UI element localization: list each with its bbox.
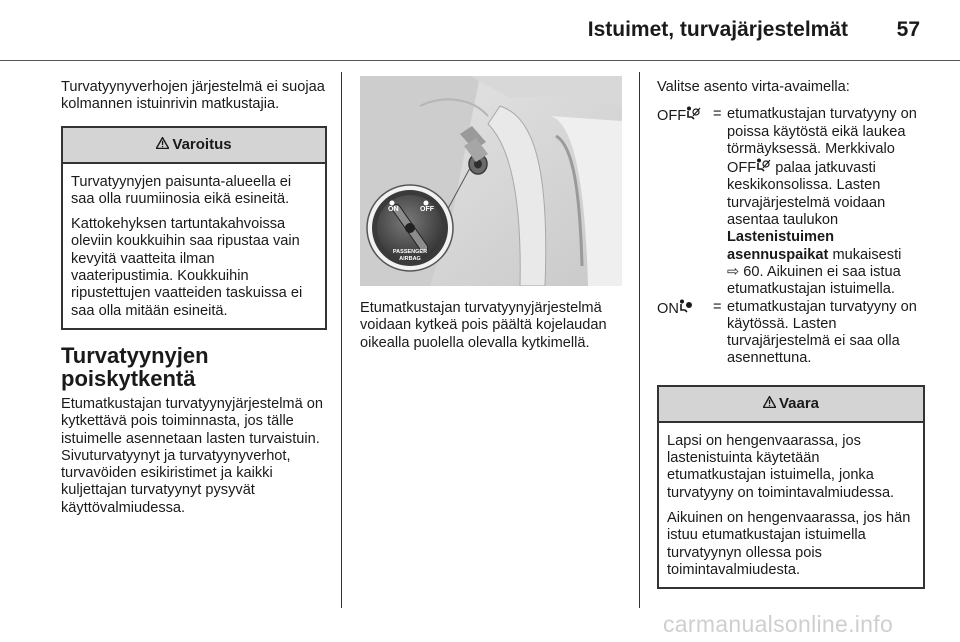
danger-paragraph: Aikuinen on hengenvaarassa, jos hän istuu etumatkustajan istuimella turvatyynyn ollessa pois toimintavalmiudesta. <box>667 509 911 578</box>
intro-paragraph: Turvatyynyverhojen järjestelmä ei suojaa kolmannen istuinrivin matkustajia. <box>61 79 325 113</box>
page-reference-arrow-icon: ⇨ <box>727 263 740 280</box>
warning-box-header <box>63 128 325 164</box>
definition-off <box>657 106 925 298</box>
definition-equals: = <box>713 298 722 315</box>
selection-intro: Valitse asento virta-avaimella: <box>657 79 850 95</box>
warning-box <box>61 126 327 330</box>
danger-box-title: Vaara <box>778 394 820 412</box>
body-paragraph: Etumatkustajan turvatyynyjärjestelmä on kytkettävä pois toiminnasta, jos tälle istuimelle asennetaan lasten turvaistuin. Sivuturvatyynyt ja turvatyynyverhot, turvavöiden esikiristimet ja kaikki kuljettajan turvatyynyt pysyvät käyttövalmiudessa. <box>61 395 323 516</box>
column-divider-right <box>639 72 640 608</box>
left-column <box>61 79 327 517</box>
danger-paragraph: Lapsi on hengenvaarassa, jos lastenistuinta käytetään etumatkustajan istuimella, jonka turvatyyny on toimintavalmiudessa. <box>667 432 895 501</box>
switch-passenger-label: PASSENGER <box>392 249 428 255</box>
definition-term-off: OFF <box>657 108 687 125</box>
table-reference-link[interactable]: Lastenistuimen asennuspaikat <box>727 229 835 263</box>
warning-triangle-icon <box>763 387 776 421</box>
definition-text: . Aikuinen ei saa istua etumatkustajan istuimella. <box>727 263 901 298</box>
page-reference-link[interactable]: 60 <box>743 263 760 280</box>
definition-text: etumatkustajan turvatyyny on poissa käytöstä eikä laukea törmäyksessä. Merkkivalo OFF <box>727 106 917 177</box>
definition-term-on: ON <box>657 300 679 317</box>
definition-on <box>657 299 925 368</box>
airbag-switch-illustration <box>360 76 622 286</box>
definition-desc-on: etumatkustajan turvatyyny on käytössä. Lasten turvajärjestelmä ei saa olla asennettuna. <box>727 298 917 367</box>
airbag-off-icon <box>686 108 701 124</box>
switch-airbag-label: AIRBAG <box>399 256 421 262</box>
warning-box-body <box>63 164 325 328</box>
definition-text: palaa jatkuvasti keskikonsolissa. Lasten turvajärjestelmä voidaan asentaa taulukon <box>727 160 886 229</box>
definition-text: mukaisesti <box>828 246 902 263</box>
definition-desc-off <box>727 106 925 298</box>
watermark: carmanualsonline.info <box>663 611 894 637</box>
warning-paragraph: Kattokehyksen tartuntakahvoissa oleviin koukkuihin saa ripustaa vain kevyitä vaatteita ilman vaateripustimia. Koukkuihin ripustettujen vaatteiden taskuissa ei saa olla mitään esineitä. <box>71 216 303 319</box>
header-divider <box>0 60 960 61</box>
danger-box-header <box>659 387 923 423</box>
image-caption: Etumatkustajan turvatyynyjärjestelmä voidaan kytkeä pois päältä kojelaudan oikealla puolella olevalla kytkimellä. <box>360 300 607 351</box>
danger-box-body <box>659 423 923 587</box>
airbag-on-icon <box>679 301 694 317</box>
switch-position-definitions <box>657 106 925 367</box>
page-title: Istuimet, turvajärjestelmät <box>587 18 848 41</box>
switch-off-label: OFF <box>420 206 434 213</box>
danger-box <box>657 385 925 589</box>
column-divider-left <box>341 72 342 608</box>
definition-equals: = <box>713 106 722 123</box>
right-column <box>657 79 927 589</box>
warning-triangle-icon <box>156 128 169 162</box>
page-number: 57 <box>896 18 920 41</box>
section-heading: Turvatyynyjen poiskytkentä <box>61 342 209 391</box>
middle-column <box>360 76 624 352</box>
warning-box-title: Varoitus <box>172 135 232 153</box>
airbag-off-icon <box>756 160 771 176</box>
warning-paragraph: Turvatyynyjen paisunta-alueella ei saa olla ruumiinosia eikä esineitä. <box>71 173 292 207</box>
switch-on-label: ON <box>388 206 399 213</box>
